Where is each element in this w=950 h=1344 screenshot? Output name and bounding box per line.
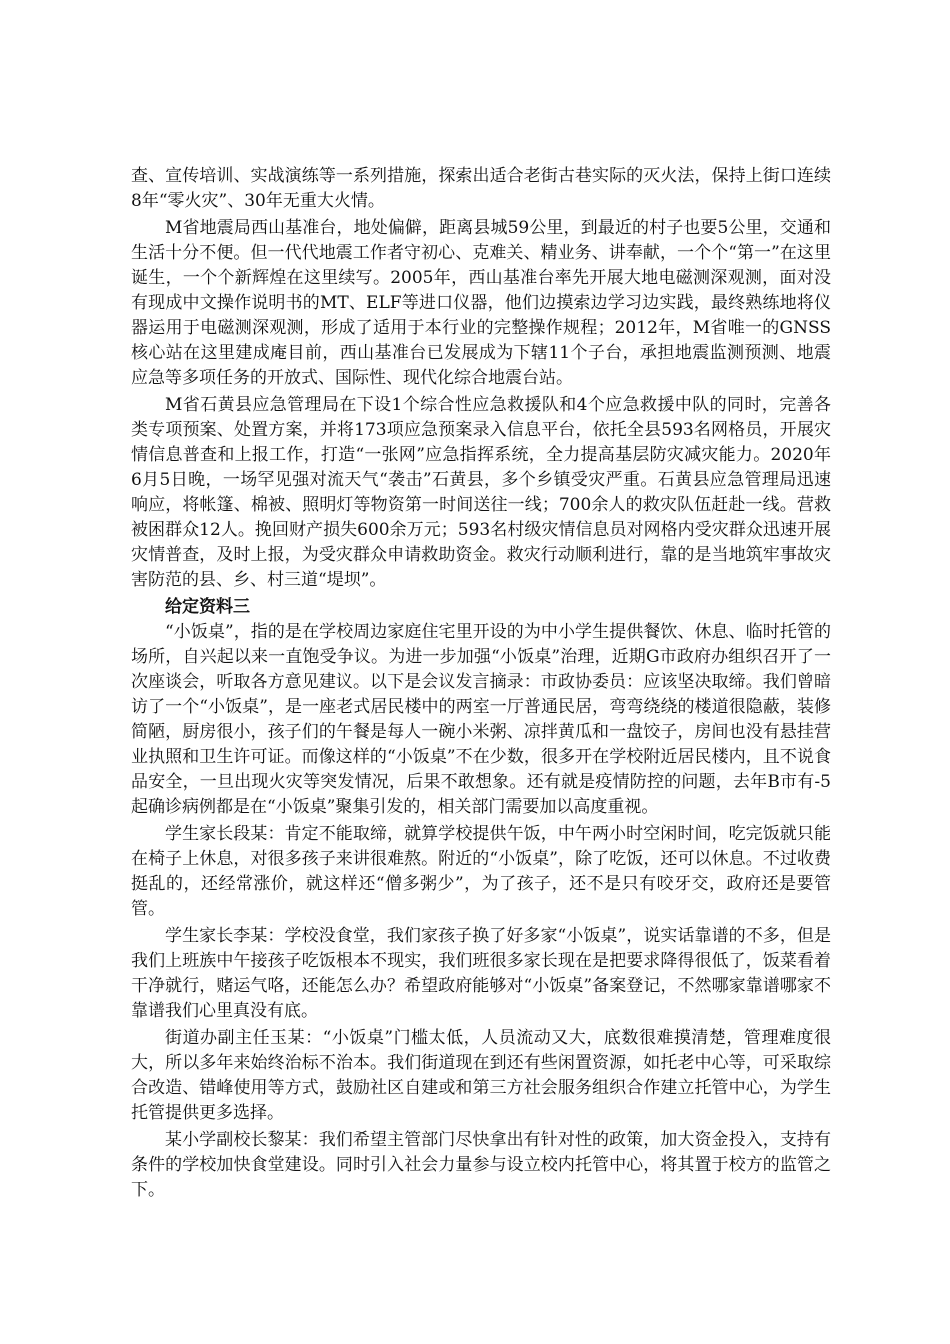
paragraph-parent-li: 学生家长李某：学校没食堂，我们家孩子换了好多家“小饭桌”，说实话靠谱的不多，但是我们上班族中午接孩子吃饭根本不现实，我们班很多家长现在是把要求降得很低了，饭菜看着干净就行，赌运气咯，还能怎么办？希望政府能够对“小饭桌”备案登记，不然哪家靠谱哪家不靠谱我们心里真没有底。 xyxy=(131,926,831,1021)
paragraph-small-dining-table: “小饭桌”，指的是在学校周边家庭住宅里开设的为中小学生提供餐饮、休息、临时托管的场所，自兴起以来一直饱受争议。为进一步加强“小饭桌”治理，近期G市政府办组织召开了一次座谈会，听取各方意见建议。以下是会议发言摘录：市政协委员：应该坚决取缔。我们曾暗访了一个“小饭桌”，是一座老式居民楼中的两室一厅普通民居，弯弯绕绕的楼道很隐蔽，装修简陋，厨房很小，孩子们的午餐是每人一碗小米粥、凉拌黄瓜和一盘饺子，房间也没有悬挂营业执照和卫生许可证。而像这样的“小饭桌”不在少数，很多开在学校附近居民楼内，且不说食品安全，一旦出现火灾等突发情况，后果不敢想象。还有就是疫情防控的问题，去年B市有-5起确诊病例都是在“小饭桌”聚集引发的，相关部门需要加以高度重视。 xyxy=(131,622,831,817)
paragraph-street-office-yu: 街道办副主任玉某：“小饭桌”门槛太低，人员流动又大，底数很难摸清楚，管理难度很大，所以多年来始终治标不治本。我们街道现在到还有些闲置资源，如托老中心等，可采取综合改造、错峰使用等方式，鼓励社区自建或和第三方社会服务组织合作建立托管中心，为学生托管提供更多选择。 xyxy=(131,1028,831,1123)
paragraph-vice-principal-li: 某小学副校长黎某：我们希望主管部门尽快拿出有针对性的政策，加大资金投入，支持有条件的学校加快食堂建设。同时引入社会力量参与设立校内托管中心，将其置于校方的监管之下。 xyxy=(131,1130,831,1200)
paragraph-shihuang-emergency: M省石黄县应急管理局在下设1个综合性应急救援队和4个应急救援中队的同时，完善各类专项预案、处置方案，并将173项应急预案录入信息平台，依托全县593名网格员，开展灾情信息普查和上报工作，打造“一张网”应急指挥系统，全力提高基层防灾减灾能力。2020年6月5日晚，一场罕见强对流天气“袭击”石黄县，多个乡镇受灾严重。石黄县应急管理局迅速响应，将帐篷、棉被、照明灯等物资第一时间送往一线；700余人的救灾队伍赶赴一线。营救被困群众12人。挽回财产损失600余万元；593名村级灾情信息员对网格内受灾群众迅速开展灾情普查，及时上报，为受灾群众申请救助资金。救灾行动顺利进行，靠的是当地筑牢事故灾害防范的县、乡、村三道“堤坝”。 xyxy=(131,395,831,590)
paragraph-xishan-station: M省地震局西山基准台，地处偏僻，距离县城59公里，到最近的村子也要5公里，交通和生活十分不便。但一代代地震工作者守初心、克难关、精业务、讲奉献，一个个“第一”在这里诞生，一个个新辉煌在这里续写。2005年，西山基准台率先开展大地电磁测深观测，面对没有现成中文操作说明书的MT、ELF等进口仪器，他们边摸索边学习边实践，最终熟练地将仪器运用于电磁测深观测，形成了适用于本行业的完整操作规程；2012年，M省唯一的GNSS核心站在这里建成庵目前，西山基准台已发展成为下辖11个子台，承担地震监测预测、地震应急等多项任务的开放式、国际性、现代化综合地震台站。 xyxy=(131,218,831,388)
paragraph-continuation: 查、宣传培训、实战演练等一系列措施，探索出适合老街古巷实际的灭火法，保持上街口连续8年“零火灾”、30年无重大火情。 xyxy=(131,166,831,211)
paragraph-parent-duan: 学生家长段某：肯定不能取缔，就算学校提供午饭，中午两小时空闲时间，吃完饭就只能在椅子上休息，对很多孩子来讲很难熬。附近的“小饭桌”，除了吃饭，还可以休息。不过收费挺乱的，还经常涨价，就这样还“僧多粥少”，为了孩子，还不是只有咬牙交，政府还是要管管。 xyxy=(131,824,831,919)
document-body xyxy=(131,164,831,1205)
section-heading: 给定资料三 xyxy=(165,597,250,617)
